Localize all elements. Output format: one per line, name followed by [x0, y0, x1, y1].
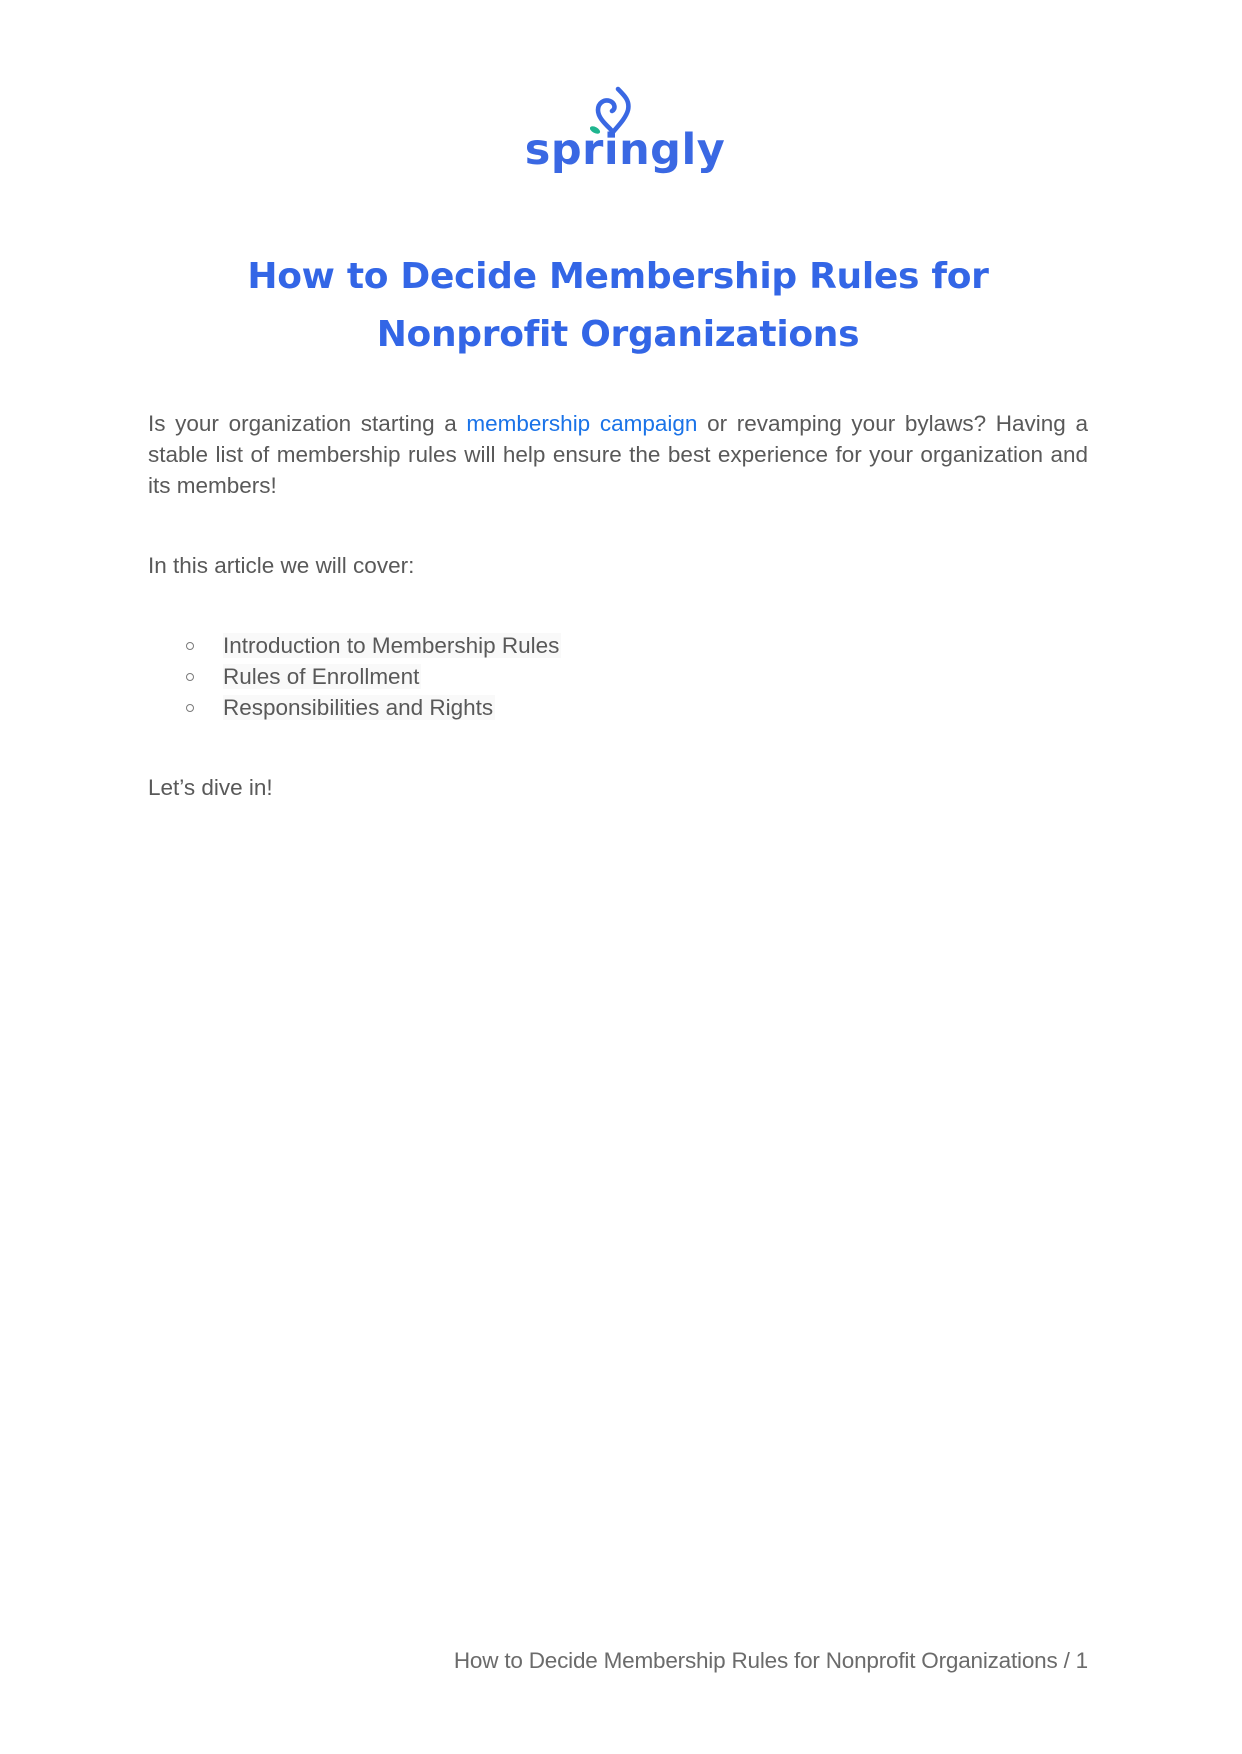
document-title: How to Decide Membership Rules for Nonprofit Organizations — [247, 256, 989, 355]
springly-wordmark: springly — [524, 125, 726, 175]
toc-item — [148, 692, 1088, 723]
outro-text: Let’s dive in! — [148, 775, 273, 800]
hollow-circle-bullet-icon — [186, 673, 194, 681]
toc-item — [148, 630, 1088, 661]
springly-logo — [0, 86, 1242, 178]
intro-text-before-link: Is your organization starting a — [148, 411, 467, 436]
membership-campaign-link[interactable]: membership campaign — [466, 411, 698, 436]
toc-item — [148, 661, 1088, 692]
page-footer: How to Decide Membership Rules for Nonprofit Organizations / 1 — [453, 1648, 1088, 1673]
intro-text-after-link: or revamping your bylaws? Having a stable list of membership rules will help ensure the best experience for your organization and its members! — [148, 411, 1088, 498]
table-of-contents — [148, 630, 1088, 723]
toc-item-label: Rules of Enrollment — [223, 664, 420, 689]
toc-lead-text: In this article we will cover: — [148, 553, 415, 578]
document-body — [148, 408, 1088, 803]
toc-item-label: Introduction to Membership Rules — [223, 633, 560, 658]
hollow-circle-bullet-icon — [186, 642, 194, 650]
hollow-circle-bullet-icon — [186, 704, 194, 712]
toc-item-label: Responsibilities and Rights — [223, 695, 494, 720]
intro-paragraph — [148, 408, 1088, 501]
